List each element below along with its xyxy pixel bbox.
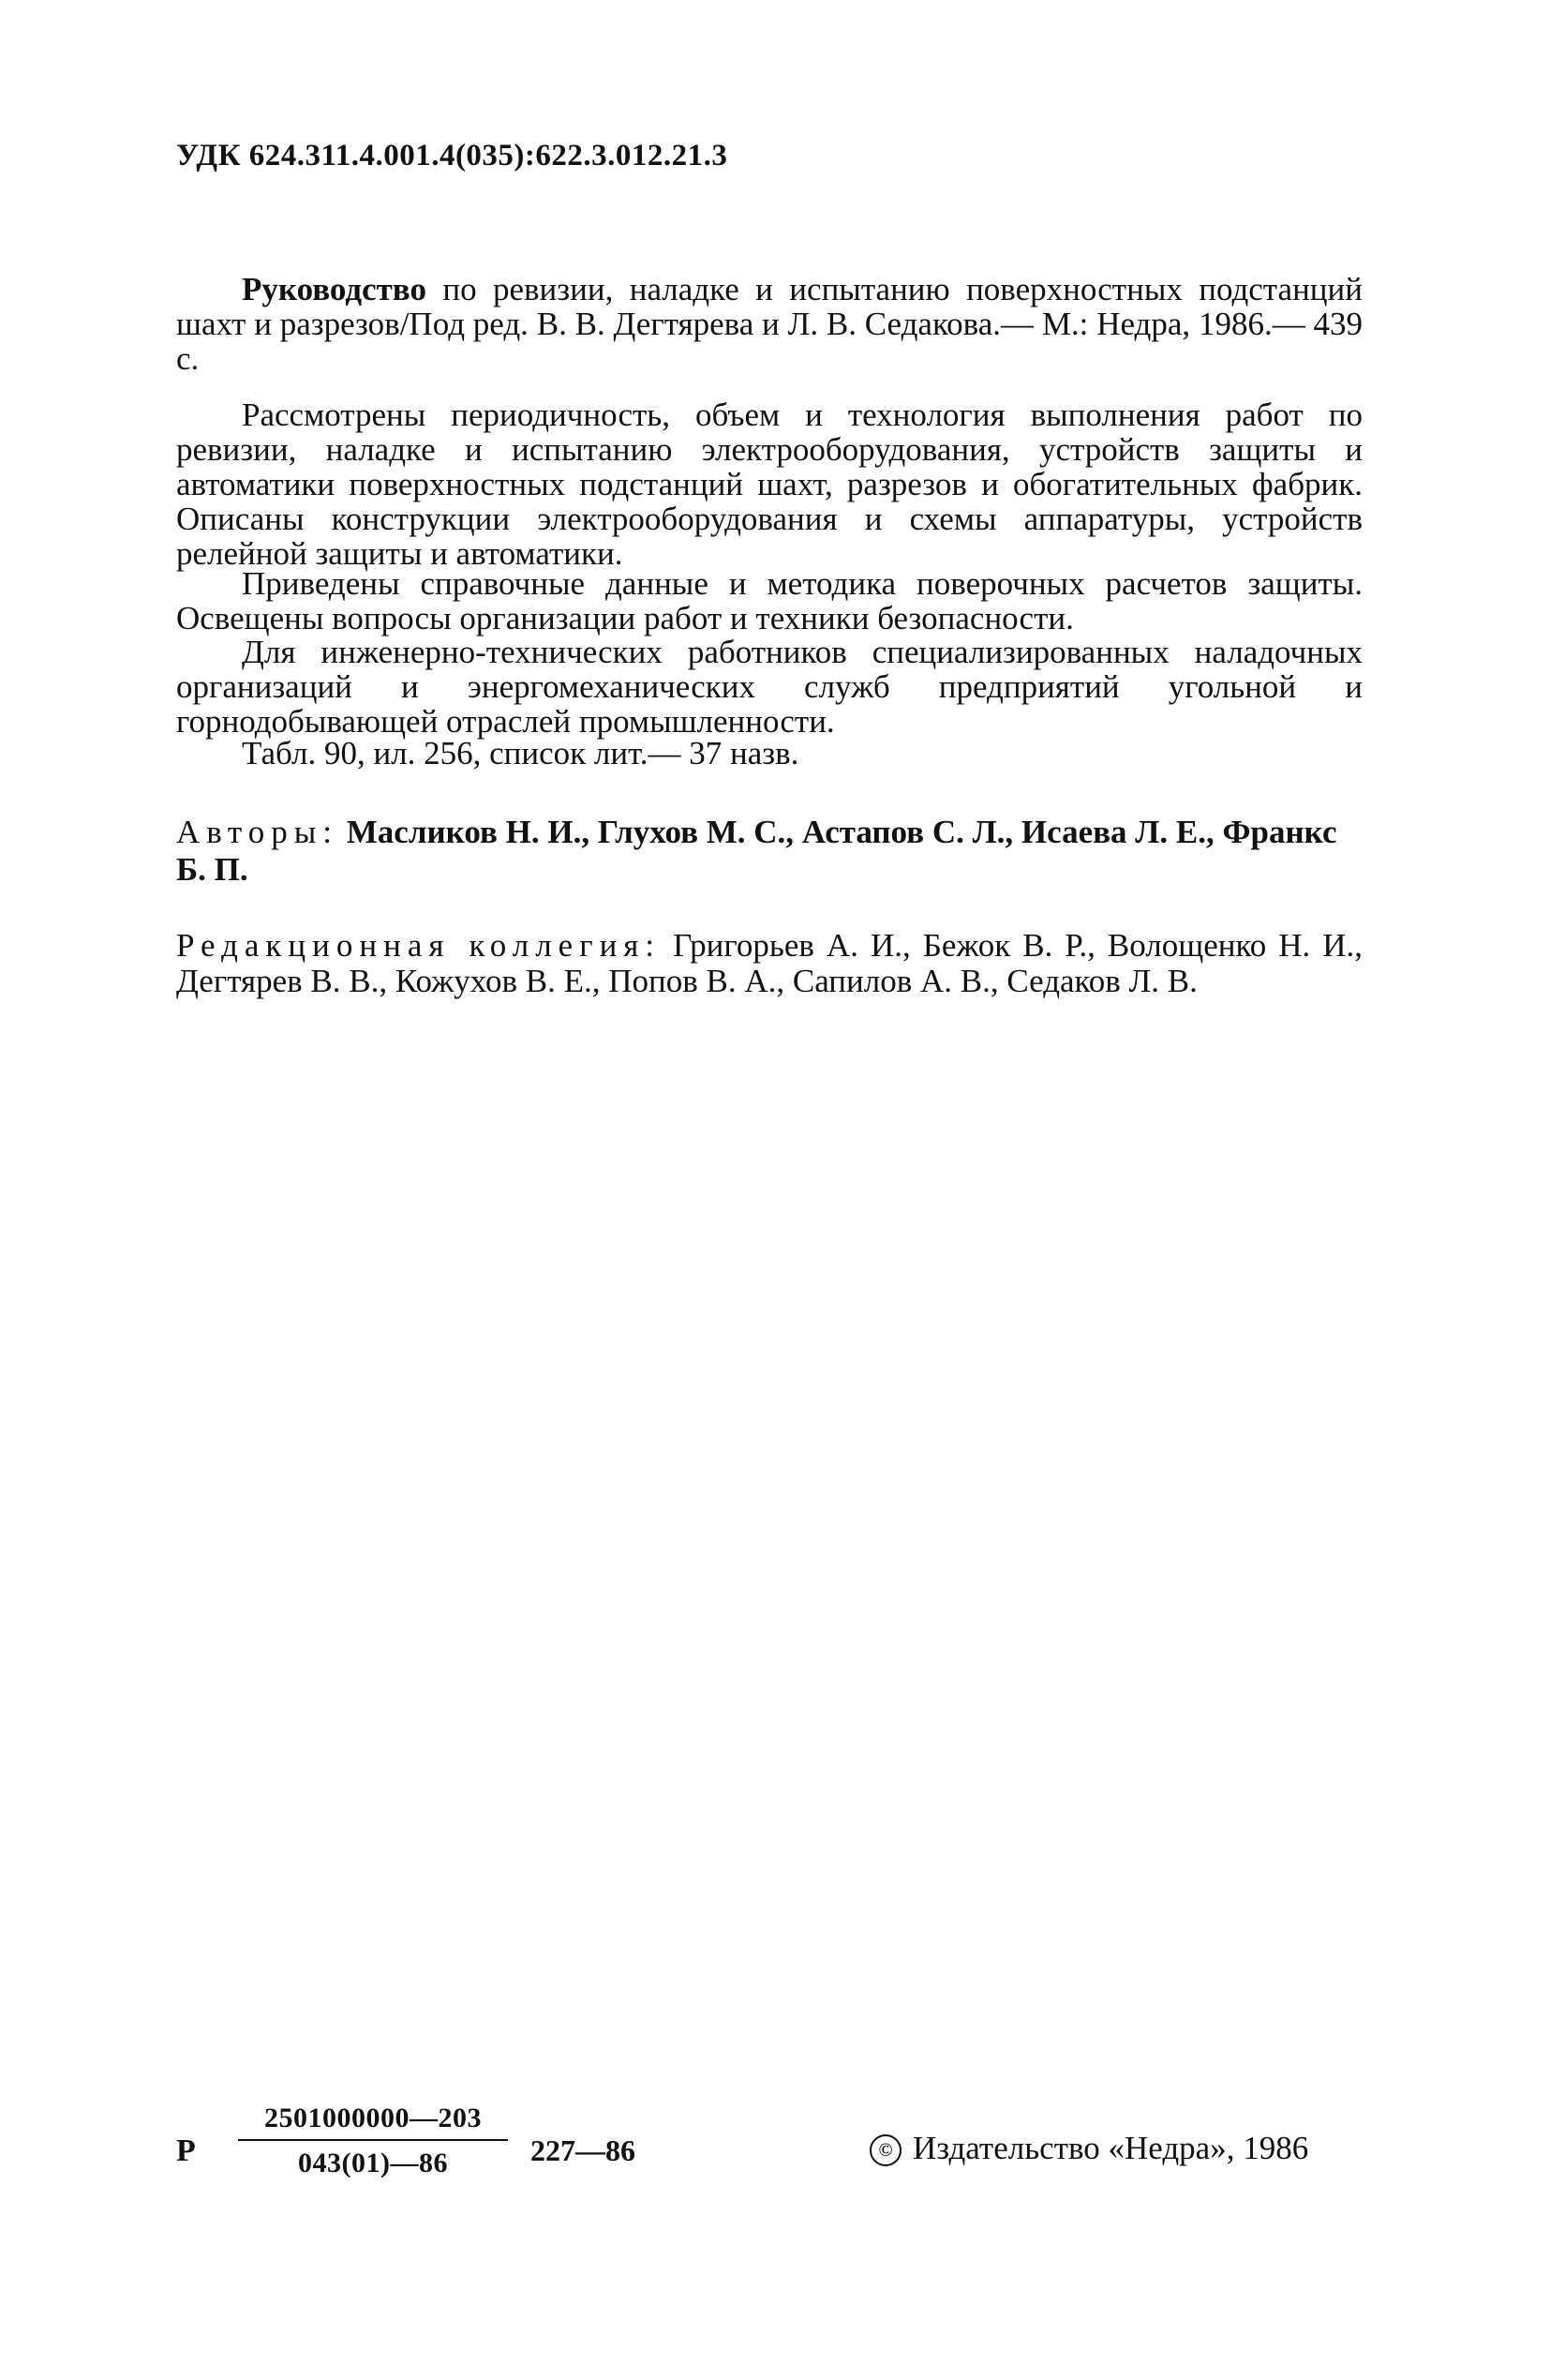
copyright-text: Издательство «Недра», 1986 xyxy=(913,2130,1309,2166)
order-number: 227—86 xyxy=(530,2133,635,2167)
annotation-paragraph-reference: Приведены справочные данные и методика поверочных расчетов защиты. Освещены вопросы организации работ и техники безопасности. xyxy=(176,565,1363,636)
editors-names: Григорьев А. И., Бежок В. Р., Волощенко Н. И., Дегтярев В. В., Кожухов В. Е., Попов В. А., Сапилов А. В., Седаков Л. В. xyxy=(176,927,1364,999)
index-prefix: Р xyxy=(176,2133,196,2168)
index-denominator: 043(01)—86 xyxy=(298,2148,448,2178)
annotation-paragraph-scope: Рассмотрены периодичность, объем и технология выполнения работ по ревизии, наладке и испытанию электрооборудования, устройств защиты и автоматики поверхностных подстанций шахт, разрезов и обогатительных фабрик. Описаны конструкции электрооборудования и схемы аппаратуры, устройств релейной защиты и автоматики. xyxy=(176,397,1363,572)
authors-line xyxy=(176,814,1363,889)
bibliographic-description xyxy=(176,272,1363,376)
index-numerator: 2501000000—203 xyxy=(264,2103,482,2133)
udk-code: УДК 624.311.4.001.4(035):622.3.012.21.3 xyxy=(176,139,728,172)
annotation-paragraph-audience: Для инженерно-технических работников специализированных наладочных организаций и энергомеханических служб предприятий угольной и горнодобывающей отраслей промышленности. xyxy=(176,634,1363,740)
bibliographic-details: по ревизии, наладке и испытанию поверхностных подстанций шахт и разрезов/Под ред. В. В. Дегтярева и Л. В. Седакова.— М.: Недра, 1986.— 439 с. xyxy=(176,271,1363,377)
authors-names: Масликов Н. И., Глухов М. С., Астапов С. Л., Исаева Л. Е., Франкс Б. П. xyxy=(176,814,1337,888)
fraction-bar xyxy=(238,2139,508,2141)
copyright-notice xyxy=(870,2130,1308,2167)
imprint-footer xyxy=(176,2100,1366,2203)
editors-label: Редакционная коллегия: xyxy=(176,927,662,964)
book-title: Руководство xyxy=(242,271,426,307)
publication-index-fraction xyxy=(232,2100,514,2182)
annotation-counts: Табл. 90, ил. 256, список лит.— 37 назв. xyxy=(242,735,799,771)
copyright-icon: © xyxy=(870,2134,902,2166)
editorial-board xyxy=(176,928,1363,999)
authors-label: Авторы: xyxy=(176,814,339,850)
